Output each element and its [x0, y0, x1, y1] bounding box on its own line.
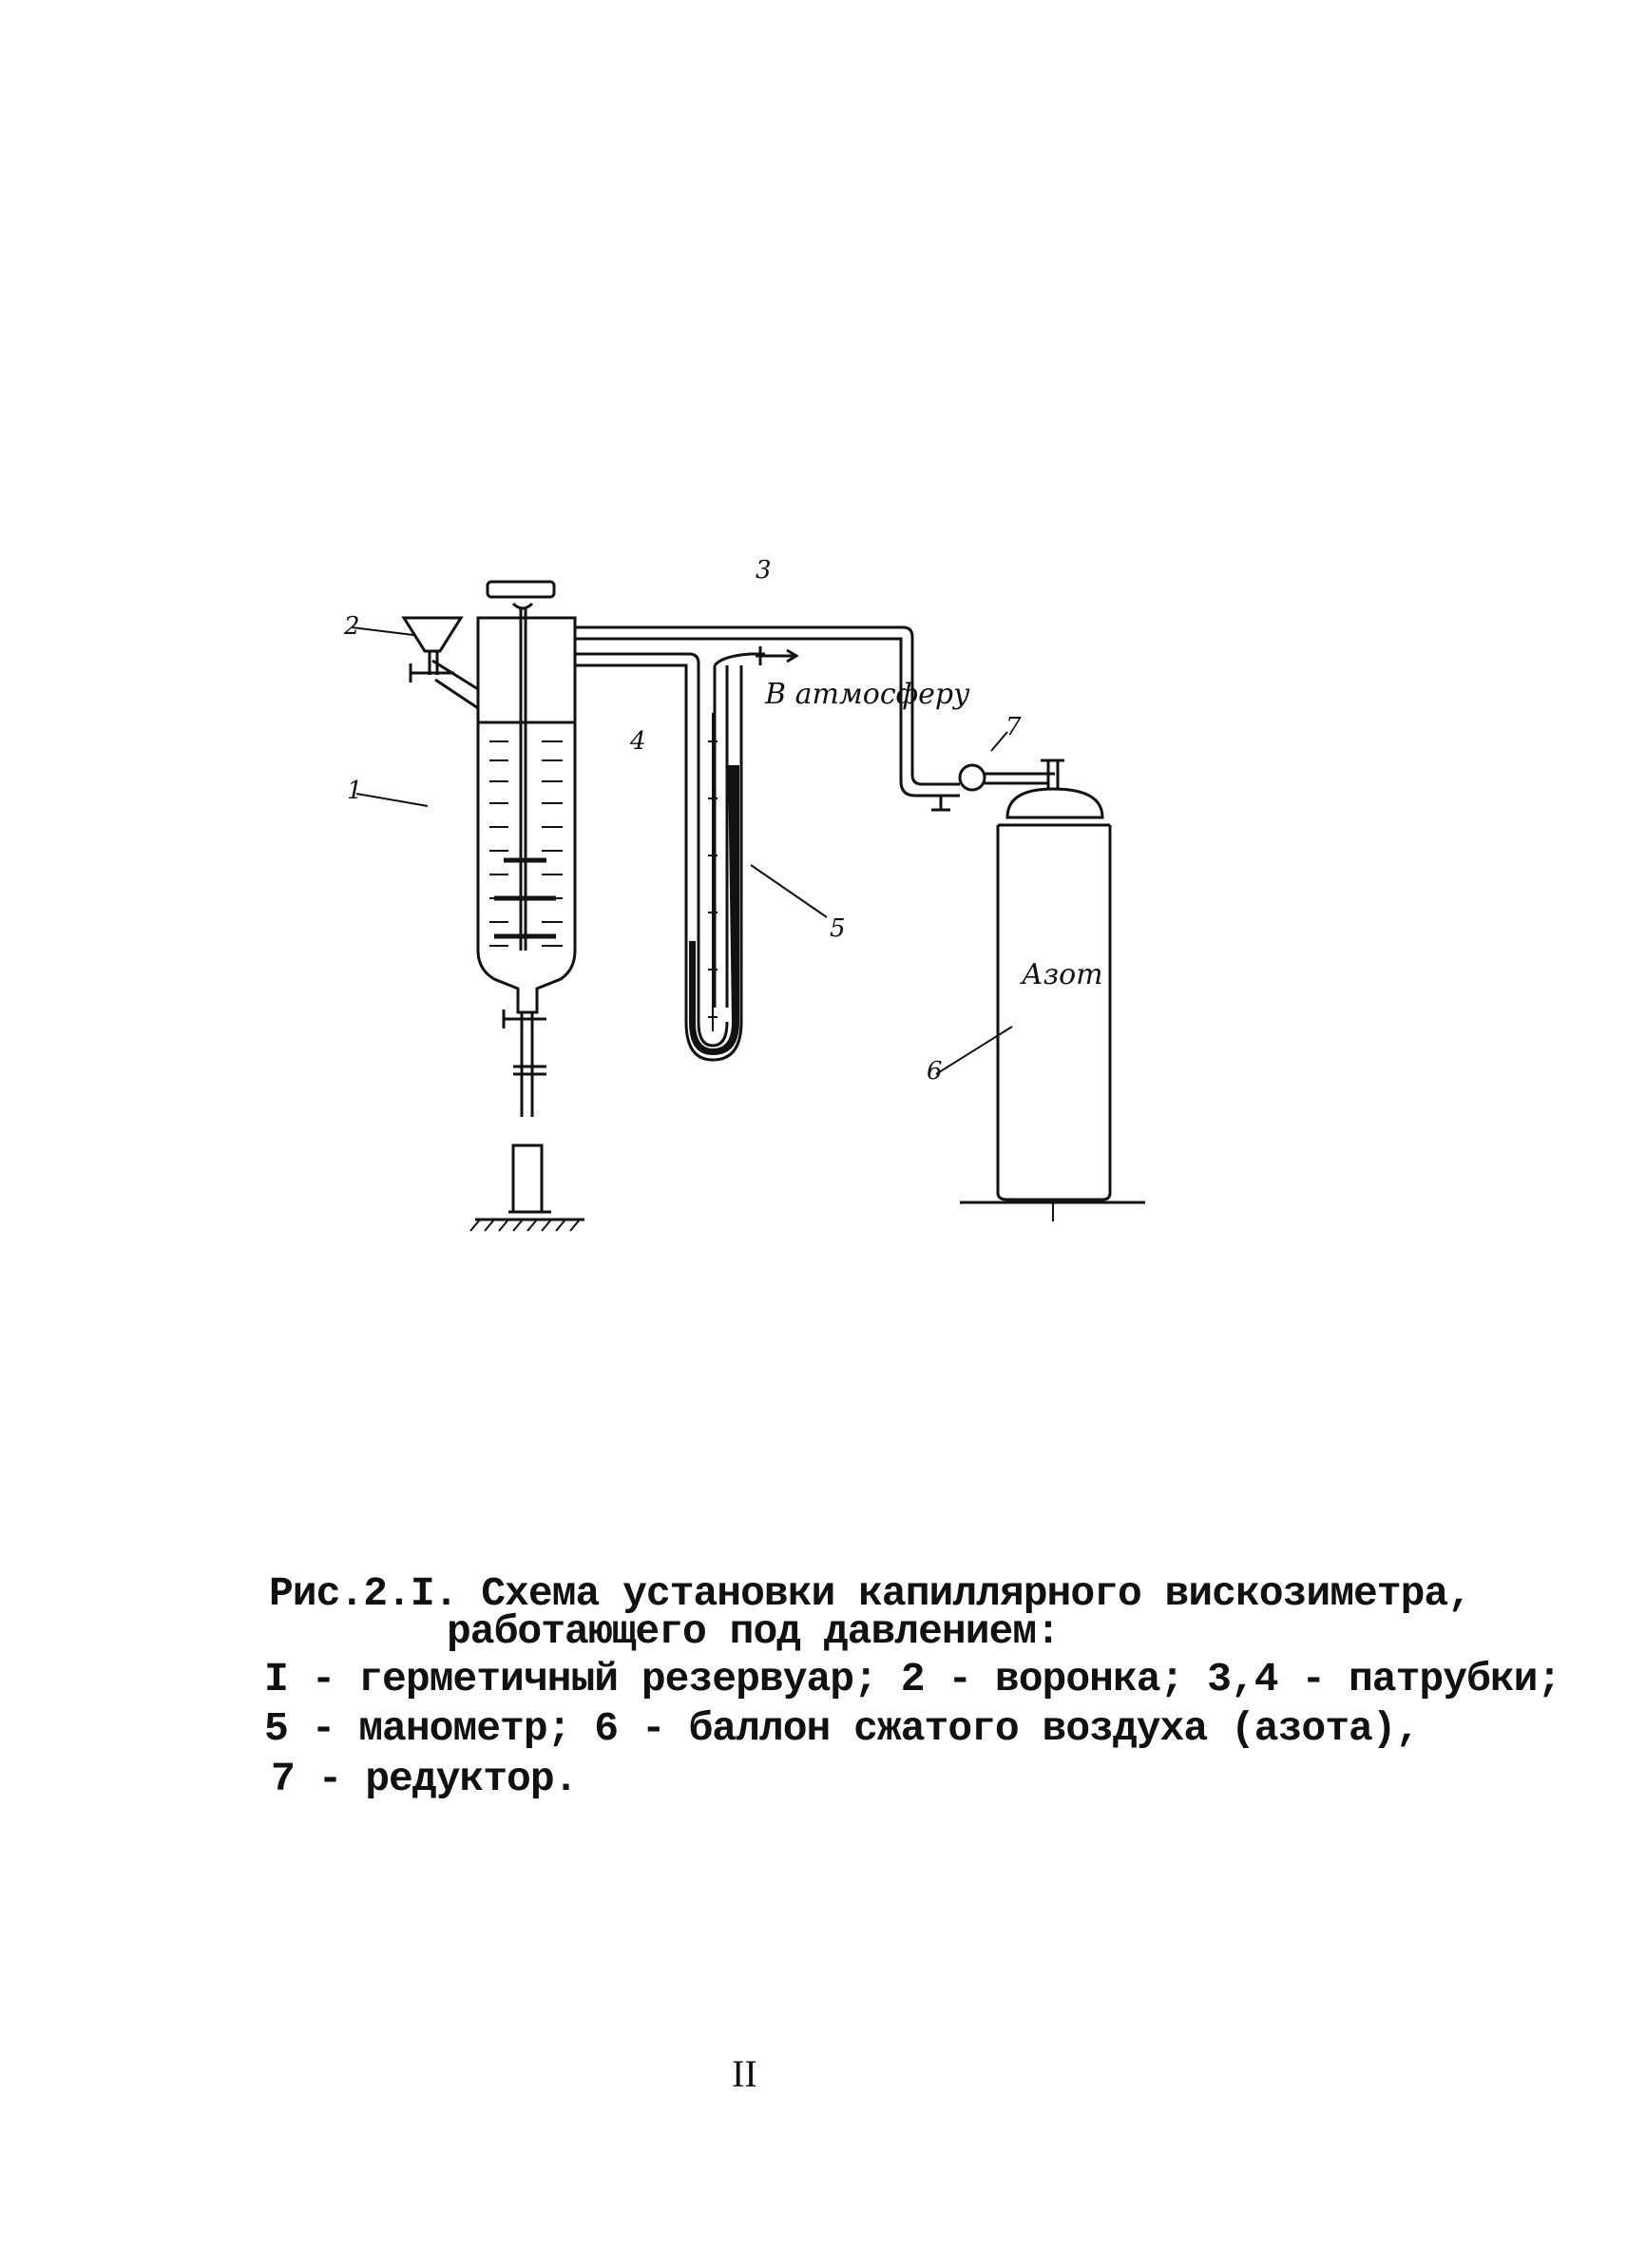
caption-line-4: 5 - манометр; 6 - баллон сжатого воздуха (азота),	[264, 1705, 1420, 1752]
caption-line-5: 7 - редуктор.	[271, 1756, 578, 1802]
outlet-capillary	[470, 1009, 584, 1231]
leader-2	[352, 627, 413, 635]
label-3: 3	[756, 556, 772, 585]
label-1: 1	[347, 777, 363, 805]
caption-line-1: Рис.2.I. Схема установки капиллярного вискозиметра,	[269, 1570, 1472, 1617]
caption-line-3: I - герметичный резервуар; 2 - воронка; 3,4 - патрубки;	[264, 1656, 1561, 1702]
funnel	[404, 618, 461, 682]
label-6: 6	[927, 1057, 943, 1086]
leader-1	[356, 794, 428, 806]
label-7: 7	[1005, 713, 1022, 741]
pressure-reducer	[931, 732, 1055, 810]
label-2: 2	[344, 612, 360, 641]
sealed-reservoir	[432, 582, 575, 1012]
label-atmosphere: В атмосферу	[765, 678, 970, 711]
manometer	[686, 665, 827, 1060]
label-4: 4	[630, 727, 646, 756]
caption-line-2: работающего под давлением:	[447, 1608, 1060, 1655]
label-5: 5	[830, 914, 846, 943]
page-number: II	[732, 2052, 757, 2095]
label-nitrogen: Азот	[1022, 958, 1103, 991]
